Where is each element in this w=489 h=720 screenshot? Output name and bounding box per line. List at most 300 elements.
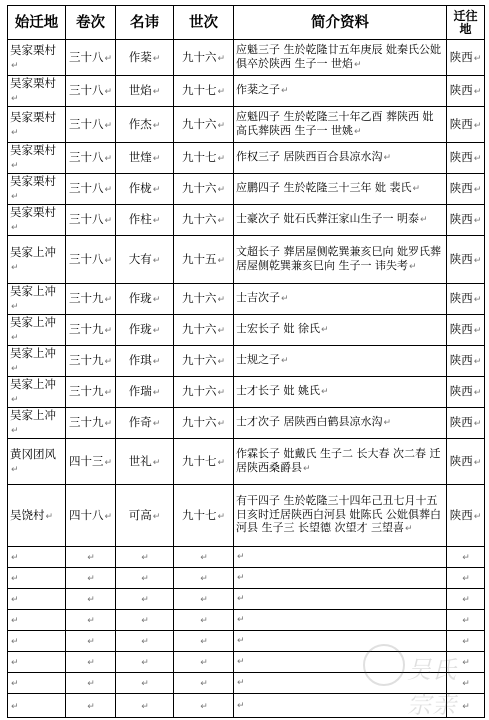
biography-cell <box>234 76 447 107</box>
name-text: 世礼 <box>128 453 152 468</box>
destination-cell <box>447 439 485 485</box>
generation-cell <box>174 107 234 143</box>
generation-text: 九十六 <box>181 49 217 64</box>
generation-cell <box>174 485 234 547</box>
paragraph-mark-icon: ↵ <box>237 594 245 605</box>
biography-text: 作霖长子 妣戴氏 生子二 长大春 次二春 迁居陕西桑爵县 <box>236 447 441 474</box>
paragraph-mark-icon: ↵ <box>11 127 19 138</box>
origin-text: 吴家上冲 <box>10 244 56 259</box>
name-cell <box>116 631 174 652</box>
paragraph-mark-icon: ↵ <box>405 524 413 535</box>
name-text: 作棻 <box>128 49 152 64</box>
table-row <box>8 408 485 439</box>
paragraph-mark-icon: ↵ <box>217 326 226 336</box>
paragraph-mark-icon: ↵ <box>383 153 392 164</box>
volume-text: 四十八 <box>68 507 104 522</box>
volume-cell <box>66 485 116 547</box>
header-generation: 世次 <box>174 6 234 40</box>
volume-cell <box>66 143 116 174</box>
name-text: 作柱 <box>128 212 152 226</box>
paragraph-mark-icon: ↵ <box>104 295 113 305</box>
paragraph-mark-icon: ↵ <box>152 120 161 131</box>
biography-cell <box>234 377 447 408</box>
table-row <box>8 377 485 408</box>
origin-cell <box>8 40 66 76</box>
generation-cell <box>174 610 234 631</box>
paragraph-mark-icon: ↵ <box>104 511 113 522</box>
biography-cell <box>234 408 447 439</box>
table-row <box>8 174 485 205</box>
paragraph-mark-icon: ↵ <box>152 457 161 468</box>
destination-cell <box>447 547 485 568</box>
paragraph-mark-icon: ↵ <box>217 511 226 522</box>
paragraph-mark-icon: ↵ <box>87 616 95 626</box>
name-text: 作琪 <box>128 353 152 367</box>
paragraph-mark-icon: ↵ <box>11 679 19 689</box>
volume-text: 三十八 <box>68 212 104 226</box>
biography-text: 应魁四子 生於乾隆三十年乙酉 葬陕西 妣高氏葬陕西 生子一 世姚 <box>236 110 434 137</box>
generation-cell <box>174 284 234 315</box>
paragraph-mark-icon: ↵ <box>104 185 113 195</box>
name-cell <box>116 315 174 346</box>
biography-cell <box>234 40 447 76</box>
paragraph-mark-icon: ↵ <box>152 87 161 97</box>
paragraph-mark-icon: ↵ <box>104 120 113 131</box>
paragraph-mark-icon: ↵ <box>87 553 95 563</box>
biography-cell <box>234 174 447 205</box>
destination-cell <box>447 485 485 547</box>
generation-text: 九十六 <box>181 212 217 226</box>
paragraph-mark-icon: ↵ <box>217 53 226 64</box>
biography-cell <box>234 143 447 174</box>
origin-cell <box>8 439 66 485</box>
generation-cell <box>174 547 234 568</box>
paragraph-mark-icon: ↵ <box>462 679 470 689</box>
origin-text: 吴饶村 <box>10 507 45 522</box>
paragraph-mark-icon: ↵ <box>11 616 19 626</box>
origin-cell <box>8 673 66 694</box>
paragraph-mark-icon: ↵ <box>152 511 161 522</box>
table-row <box>8 610 485 631</box>
table-row <box>8 236 485 284</box>
destination-cell <box>447 40 485 76</box>
origin-cell <box>8 547 66 568</box>
table-row <box>8 346 485 377</box>
paragraph-mark-icon: ↵ <box>11 262 19 273</box>
name-cell <box>116 76 174 107</box>
table-row <box>8 439 485 485</box>
name-cell <box>116 439 174 485</box>
paragraph-mark-icon: ↵ <box>237 700 245 711</box>
paragraph-mark-icon: ↵ <box>152 295 161 305</box>
paragraph-mark-icon: ↵ <box>473 216 482 226</box>
name-cell <box>116 652 174 673</box>
destination-cell <box>447 408 485 439</box>
generation-cell <box>174 673 234 694</box>
watermark-text: 吴氏宗亲 <box>407 656 457 719</box>
paragraph-mark-icon: ↵ <box>87 701 95 712</box>
paragraph-mark-icon: ↵ <box>217 255 226 266</box>
paragraph-mark-icon: ↵ <box>11 302 19 312</box>
header-row <box>8 6 485 40</box>
volume-text: 三十九 <box>68 353 104 367</box>
biography-text: 士豪次子 妣石氏葬汪家山生子一 明泰 <box>236 212 419 226</box>
paragraph-mark-icon: ↵ <box>104 388 113 398</box>
origin-text: 黄冈团风 <box>10 446 56 461</box>
name-text: 大有 <box>128 251 152 266</box>
table-row <box>8 568 485 589</box>
paragraph-mark-icon: ↵ <box>217 388 226 398</box>
name-text: 作珑 <box>128 291 152 305</box>
paragraph-mark-icon: ↵ <box>11 658 19 668</box>
paragraph-mark-icon: ↵ <box>152 185 161 195</box>
paragraph-mark-icon: ↵ <box>473 511 482 522</box>
paragraph-mark-icon: ↵ <box>11 395 19 405</box>
paragraph-mark-icon: ↵ <box>11 161 19 171</box>
generation-text: 九十六 <box>181 116 217 131</box>
destination-text: 陕西 <box>449 150 473 164</box>
volume-text: 三十八 <box>68 116 104 131</box>
biography-cell <box>234 547 447 568</box>
origin-text: 吴家上冲 <box>10 315 56 329</box>
origin-cell <box>8 284 66 315</box>
paragraph-mark-icon: ↵ <box>473 419 482 429</box>
volume-text: 三十八 <box>68 150 104 164</box>
paragraph-mark-icon: ↵ <box>217 295 226 305</box>
table-row <box>8 40 485 76</box>
name-cell <box>116 107 174 143</box>
table-row <box>8 315 485 346</box>
volume-cell <box>66 547 116 568</box>
biography-text: 有干四子 生於乾隆三十四年己丑七月十五日亥时迁居陕西白河县 妣陈氏 公妣俱葬白河县 生子三 长望德 次望才 三望喜 <box>236 494 441 535</box>
paragraph-mark-icon: ↵ <box>473 457 482 468</box>
paragraph-mark-icon: ↵ <box>473 154 482 164</box>
origin-text: 吴家上冲 <box>10 346 56 360</box>
paragraph-mark-icon: ↵ <box>45 511 54 522</box>
paragraph-mark-icon: ↵ <box>104 87 113 97</box>
volume-cell <box>66 377 116 408</box>
origin-text: 吴家栗村 <box>10 42 56 57</box>
origin-cell <box>8 143 66 174</box>
origin-cell <box>8 377 66 408</box>
paragraph-mark-icon: ↵ <box>11 553 19 563</box>
biography-text: 士吉次子 <box>236 291 280 305</box>
volume-cell <box>66 631 116 652</box>
origin-cell <box>8 610 66 631</box>
name-cell <box>116 143 174 174</box>
paragraph-mark-icon: ↵ <box>104 154 113 164</box>
name-text: 可高 <box>128 507 152 522</box>
table-row <box>8 107 485 143</box>
paragraph-mark-icon: ↵ <box>141 616 149 626</box>
generation-cell <box>174 315 234 346</box>
paragraph-mark-icon: ↵ <box>11 94 19 104</box>
name-cell <box>116 547 174 568</box>
name-cell <box>116 694 174 718</box>
table-row <box>8 485 485 547</box>
biography-cell <box>234 236 447 284</box>
paragraph-mark-icon: ↵ <box>473 295 482 305</box>
paragraph-mark-icon: ↵ <box>321 387 329 398</box>
biography-text: 作权三子 居陕西百合县凉水沟 <box>236 150 383 164</box>
volume-cell <box>66 673 116 694</box>
volume-cell <box>66 346 116 377</box>
paragraph-mark-icon: ↵ <box>462 658 470 668</box>
paragraph-mark-icon: ↵ <box>217 457 226 468</box>
paragraph-mark-icon: ↵ <box>383 418 392 429</box>
name-text: 作奇 <box>128 415 152 429</box>
name-text: 作杰 <box>128 116 152 131</box>
paragraph-mark-icon: ↵ <box>11 223 19 233</box>
paragraph-mark-icon: ↵ <box>217 154 226 164</box>
paragraph-mark-icon: ↵ <box>11 595 19 605</box>
header-destination: 迁往地 <box>447 6 485 40</box>
paragraph-mark-icon: ↵ <box>152 53 161 64</box>
origin-cell <box>8 174 66 205</box>
generation-cell <box>174 694 234 718</box>
volume-cell <box>66 408 116 439</box>
generation-cell <box>174 631 234 652</box>
paragraph-mark-icon: ↵ <box>200 658 208 668</box>
origin-cell <box>8 652 66 673</box>
paragraph-mark-icon: ↵ <box>152 216 161 226</box>
generation-text: 九十七 <box>181 150 217 164</box>
name-cell <box>116 408 174 439</box>
volume-cell <box>66 76 116 107</box>
name-cell <box>116 174 174 205</box>
destination-text: 陕西 <box>449 251 473 266</box>
biography-text: 士规之子 <box>236 353 280 367</box>
volume-cell <box>66 568 116 589</box>
paragraph-mark-icon: ↵ <box>104 457 113 468</box>
biography-cell <box>234 346 447 377</box>
paragraph-mark-icon: ↵ <box>237 678 245 689</box>
paragraph-mark-icon: ↵ <box>141 679 149 689</box>
generation-cell <box>174 40 234 76</box>
name-text: 世焰 <box>128 83 152 97</box>
destination-cell <box>447 346 485 377</box>
origin-text: 吴家栗村 <box>10 143 56 157</box>
paragraph-mark-icon: ↵ <box>473 185 482 195</box>
origin-cell <box>8 107 66 143</box>
paragraph-mark-icon: ↵ <box>141 701 149 712</box>
origin-cell <box>8 205 66 236</box>
destination-cell <box>447 236 485 284</box>
biography-cell <box>234 568 447 589</box>
destination-text: 陕西 <box>449 453 473 468</box>
biography-text: 作棻之子 <box>236 83 280 97</box>
destination-cell <box>447 174 485 205</box>
volume-cell <box>66 205 116 236</box>
name-cell <box>116 40 174 76</box>
paragraph-mark-icon: ↵ <box>237 552 245 563</box>
paragraph-mark-icon: ↵ <box>473 357 482 367</box>
name-cell <box>116 346 174 377</box>
biography-cell <box>234 205 447 236</box>
destination-cell <box>447 610 485 631</box>
generation-cell <box>174 652 234 673</box>
origin-cell <box>8 346 66 377</box>
destination-cell <box>447 377 485 408</box>
biography-text: 士宏长子 妣 徐氏 <box>236 322 320 336</box>
volume-cell <box>66 236 116 284</box>
volume-cell <box>66 610 116 631</box>
paragraph-mark-icon: ↵ <box>217 357 226 367</box>
origin-cell <box>8 589 66 610</box>
biography-text: 应魁三子 生於乾隆廿五年庚辰 妣秦氏公妣俱卒於陕西 生子一 世焰 <box>236 43 441 70</box>
generation-cell <box>174 174 234 205</box>
table-row <box>8 589 485 610</box>
paragraph-mark-icon: ↵ <box>237 657 245 668</box>
paragraph-mark-icon: ↵ <box>281 86 289 97</box>
watermark-logo <box>363 642 481 719</box>
generation-cell <box>174 236 234 284</box>
destination-cell <box>447 205 485 236</box>
biography-text: 文超长子 葬居屋侧乾巽兼亥巳向 妣罗氏葬居屋侧乾巽兼亥巳向 生子一 讳失考 <box>236 245 441 272</box>
destination-text: 陕西 <box>449 49 473 64</box>
destination-cell <box>447 76 485 107</box>
volume-cell <box>66 589 116 610</box>
name-text: 作瑞 <box>128 384 152 398</box>
paragraph-mark-icon: ↵ <box>141 658 149 668</box>
paragraph-mark-icon: ↵ <box>473 255 482 266</box>
paragraph-mark-icon: ↵ <box>104 419 113 429</box>
paragraph-mark-icon: ↵ <box>473 120 482 131</box>
destination-text: 陕西 <box>449 353 473 367</box>
origin-cell <box>8 236 66 284</box>
paragraph-mark-icon: ↵ <box>87 658 95 668</box>
generation-text: 九十七 <box>181 83 217 97</box>
volume-text: 三十九 <box>68 384 104 398</box>
generation-cell <box>174 439 234 485</box>
header-biography: 简介资料 <box>234 6 447 40</box>
paragraph-mark-icon: ↵ <box>11 464 19 475</box>
paragraph-mark-icon: ↵ <box>217 120 226 131</box>
paragraph-mark-icon: ↵ <box>104 216 113 226</box>
biography-text: 应鹏四子 生於乾隆三十三年 妣 裴氏 <box>236 181 412 195</box>
header-origin: 始迁地 <box>8 6 66 40</box>
volume-cell <box>66 439 116 485</box>
paragraph-mark-icon: ↵ <box>237 636 245 647</box>
paragraph-mark-icon: ↵ <box>462 637 470 647</box>
paragraph-mark-icon: ↵ <box>217 216 226 226</box>
origin-cell <box>8 694 66 718</box>
paragraph-mark-icon: ↵ <box>217 87 226 97</box>
biography-cell <box>234 485 447 547</box>
name-cell <box>116 568 174 589</box>
paragraph-mark-icon: ↵ <box>354 59 362 70</box>
destination-cell <box>447 589 485 610</box>
table-row <box>8 547 485 568</box>
generation-text: 九十六 <box>181 322 217 336</box>
paragraph-mark-icon: ↵ <box>104 53 113 64</box>
name-cell <box>116 284 174 315</box>
paragraph-mark-icon: ↵ <box>141 637 149 647</box>
destination-text: 陕西 <box>449 212 473 226</box>
paragraph-mark-icon: ↵ <box>473 326 482 336</box>
paragraph-mark-icon: ↵ <box>152 357 161 367</box>
origin-cell <box>8 631 66 652</box>
destination-text: 陕西 <box>449 116 473 131</box>
paragraph-mark-icon: ↵ <box>141 595 149 605</box>
name-text: 作珑 <box>128 322 152 336</box>
paragraph-mark-icon: ↵ <box>152 388 161 398</box>
generation-text: 九十六 <box>181 384 217 398</box>
table-row <box>8 205 485 236</box>
paragraph-mark-icon: ↵ <box>152 255 161 266</box>
biography-cell <box>234 589 447 610</box>
name-cell <box>116 610 174 631</box>
biography-cell <box>234 315 447 346</box>
paragraph-mark-icon: ↵ <box>462 616 470 626</box>
volume-text: 三十九 <box>68 291 104 305</box>
volume-text: 三十九 <box>68 415 104 429</box>
origin-text: 吴家上冲 <box>10 284 56 298</box>
origin-text: 吴家栗村 <box>10 205 56 219</box>
volume-cell <box>66 284 116 315</box>
table-row <box>8 143 485 174</box>
destination-text: 陕西 <box>449 322 473 336</box>
generation-cell <box>174 346 234 377</box>
paragraph-mark-icon: ↵ <box>200 637 208 647</box>
paragraph-mark-icon: ↵ <box>462 553 470 563</box>
paragraph-mark-icon: ↵ <box>200 701 208 712</box>
paragraph-mark-icon: ↵ <box>462 574 470 584</box>
watermark-seal-icon <box>363 644 405 686</box>
volume-text: 三十八 <box>68 251 104 266</box>
paragraph-mark-icon: ↵ <box>87 637 95 647</box>
destination-cell <box>447 284 485 315</box>
paragraph-mark-icon: ↵ <box>462 701 470 712</box>
name-cell <box>116 673 174 694</box>
volume-text: 三十九 <box>68 322 104 336</box>
header-name: 名讳 <box>116 6 174 40</box>
paragraph-mark-icon: ↵ <box>200 679 208 689</box>
origin-text: 吴家栗村 <box>10 76 56 90</box>
destination-cell <box>447 315 485 346</box>
origin-text: 吴家栗村 <box>10 174 56 188</box>
generation-cell <box>174 568 234 589</box>
volume-text: 四十三 <box>68 453 104 468</box>
generation-cell <box>174 143 234 174</box>
paragraph-mark-icon: ↵ <box>200 616 208 626</box>
origin-cell <box>8 485 66 547</box>
biography-cell <box>234 610 447 631</box>
generation-cell <box>174 589 234 610</box>
paragraph-mark-icon: ↵ <box>11 333 19 343</box>
origin-text: 吴家栗村 <box>10 109 56 124</box>
generation-cell <box>174 377 234 408</box>
paragraph-mark-icon: ↵ <box>11 60 19 71</box>
paragraph-mark-icon: ↵ <box>354 126 362 137</box>
generation-text: 九十七 <box>181 507 217 522</box>
paragraph-mark-icon: ↵ <box>141 574 149 584</box>
paragraph-mark-icon: ↵ <box>420 215 428 226</box>
paragraph-mark-icon: ↵ <box>141 553 149 563</box>
paragraph-mark-icon: ↵ <box>412 184 421 195</box>
paragraph-mark-icon: ↵ <box>409 261 417 272</box>
paragraph-mark-icon: ↵ <box>303 463 311 474</box>
destination-text: 陕西 <box>449 507 473 522</box>
biography-cell <box>234 284 447 315</box>
destination-text: 陕西 <box>449 291 473 305</box>
generation-text: 九十六 <box>181 291 217 305</box>
volume-cell <box>66 694 116 718</box>
paragraph-mark-icon: ↵ <box>87 679 95 689</box>
origin-cell <box>8 408 66 439</box>
generation-text: 九十七 <box>181 453 217 468</box>
paragraph-mark-icon: ↵ <box>473 388 482 398</box>
